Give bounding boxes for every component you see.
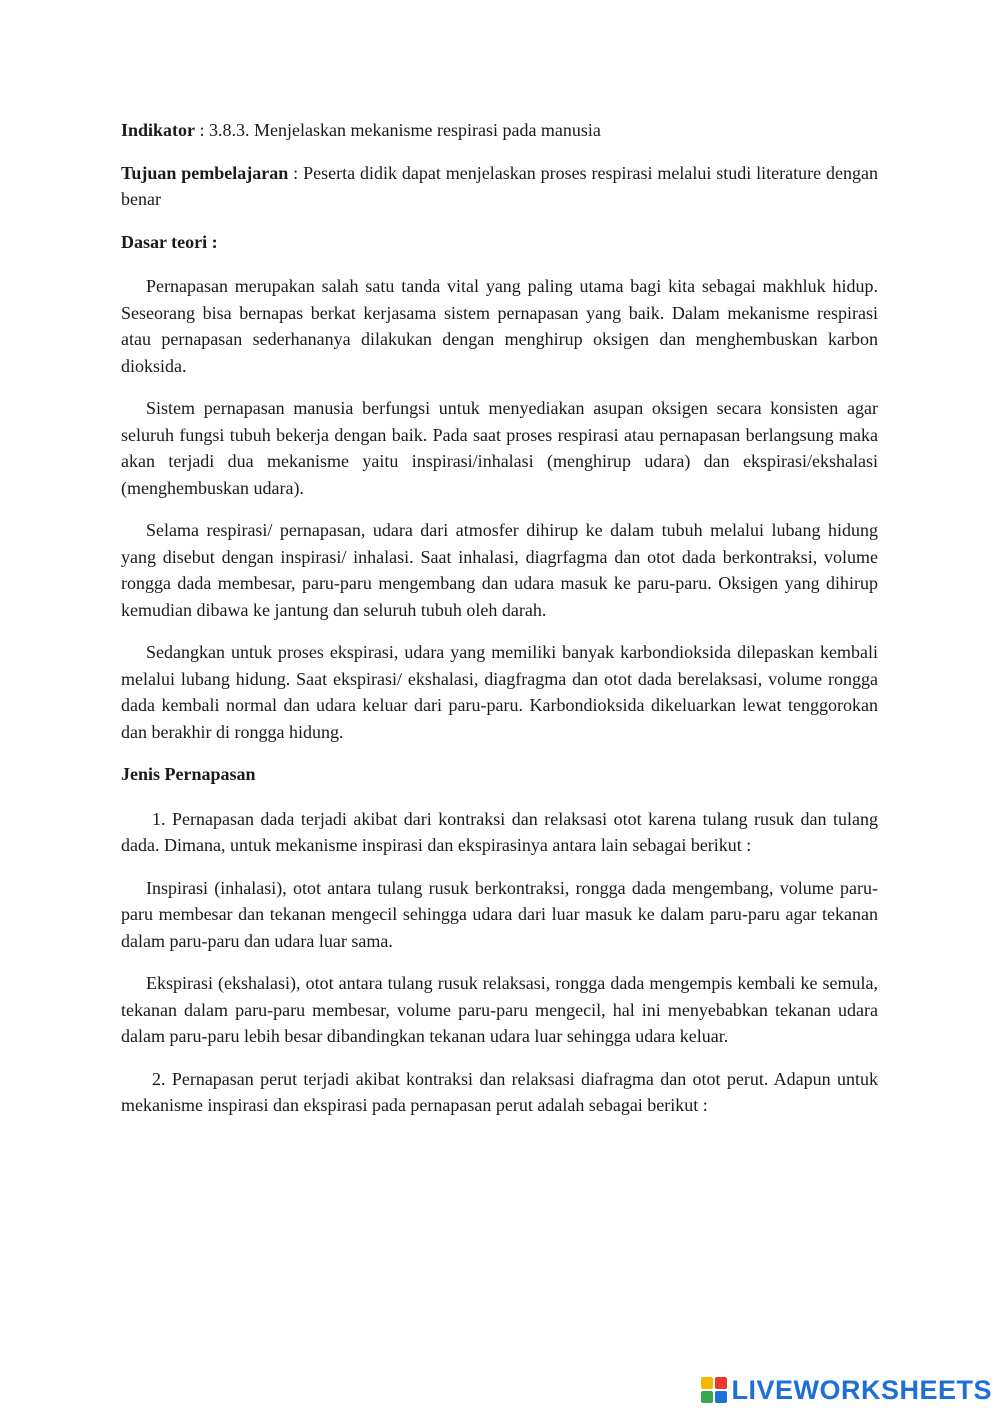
list-item-pernapasan-dada: 1. Pernapasan dada terjadi akibat dari kontraksi dan relaksasi otot karena tulang rusuk dan tulang dada. Dimana, untuk mekanisme inspirasi dan ekspirasinya antara lain sebagai berikut : bbox=[121, 808, 878, 855]
list-item-pernapasan-perut: 2. Pernapasan perut terjadi akibat kontraksi dan relaksasi diafragma dan otot perut. Adapun untuk mekanisme inspirasi dan ekspirasi pada pernapasan perut adalah sebagai berikut : bbox=[121, 1068, 878, 1115]
dasar-teori-paragraph: Sistem pernapasan manusia berfungsi untuk menyediakan asupan oksigen secara konsisten agar seluruh fungsi tubuh bekerja dengan baik. Pada saat proses respirasi atau pernapasan berlangsung maka akan terjadi dua mekanisme yaitu inspirasi/inhalasi (menghirup udara) dan ekspirasi/ekshalasi (menghembuskan udara). bbox=[121, 398, 878, 498]
tujuan-line bbox=[121, 160, 878, 213]
inspirasi-paragraph: Inspirasi (inhalasi), otot antara tulang rusuk berkontraksi, rongga dada mengembang, volume paru-paru membesar dan tekanan mengecil sehingga udara dari luar masuk ke dalam paru-paru agar tekanan dalam paru-paru dan udara luar sama. bbox=[121, 877, 878, 951]
logo-square bbox=[715, 1391, 727, 1403]
indikator-label: Indikator bbox=[121, 120, 196, 140]
dasar-teori-paragraph: Selama respirasi/ pernapasan, udara dari atmosfer dihirup ke dalam tubuh melalui lubang hidung yang disebut dengan inspirasi/ inhalasi. Saat inhalasi, diagrfagma dan otot dada berkontraksi, volume rongga dada membesar, paru-paru mengembang dan udara masuk ke paru-paru. Oksigen yang dihirup kemudian dibawa ke jantung dan seluruh tubuh oleh darah. bbox=[121, 520, 878, 620]
watermark-text: LIVEWORKSHEETS bbox=[731, 1374, 992, 1405]
jenis-pernapasan-heading: Jenis Pernapasan bbox=[121, 764, 256, 784]
tujuan-label: Tujuan pembelajaran bbox=[121, 162, 289, 183]
dasar-teori-paragraph: Pernapasan merupakan salah satu tanda vital yang paling utama bagi kita sebagai makhluk hidup. Seseorang bisa bernapas berkat kerjasama sistem pernapasan yang baik. Dalam mekanisme respirasi atau pernapasan sederhananya dilakukan dengan menghirup oksigen dan menghembuskan karbon dioksida. bbox=[121, 276, 878, 376]
logo-square bbox=[701, 1391, 713, 1403]
indikator-line bbox=[121, 117, 878, 144]
logo-square bbox=[701, 1377, 713, 1389]
logo-square bbox=[715, 1377, 727, 1389]
indikator-text: : 3.8.3. Menjelaskan mekanisme respirasi pada manusia bbox=[195, 120, 601, 140]
ekspirasi-paragraph: Ekspirasi (ekshalasi), otot antara tulang rusuk relaksasi, rongga dada mengempis kembali ke semula, tekanan dalam paru-paru membesar, volume paru-paru mengecil, hal ini menyebabkan tekanan udara dalam paru-paru lebih besar dibandingkan tekanan udara luar sehingga udara keluar. bbox=[121, 973, 878, 1046]
document-body bbox=[121, 117, 878, 1135]
liveworksheets-watermark bbox=[701, 1373, 992, 1407]
liveworksheets-logo-icon bbox=[701, 1377, 727, 1403]
dasar-teori-paragraph: Sedangkan untuk proses ekspirasi, udara yang memiliki banyak karbondioksida dilepaskan kembali melalui lubang hidung. Saat ekspirasi/ ekshalasi, diagfragma dan otot dada berelaksasi, volume rongga dada kembali normal dan udara keluar dari paru-paru. Karbondioksida dikeluarkan lewat tenggorokan dan berakhir di rongga hidung. bbox=[121, 642, 878, 742]
tujuan-text: : Peserta didik dapat menjelaskan proses respirasi melalui studi literature dengan benar bbox=[121, 162, 879, 209]
dasar-teori-heading: Dasar teori : bbox=[121, 231, 218, 252]
